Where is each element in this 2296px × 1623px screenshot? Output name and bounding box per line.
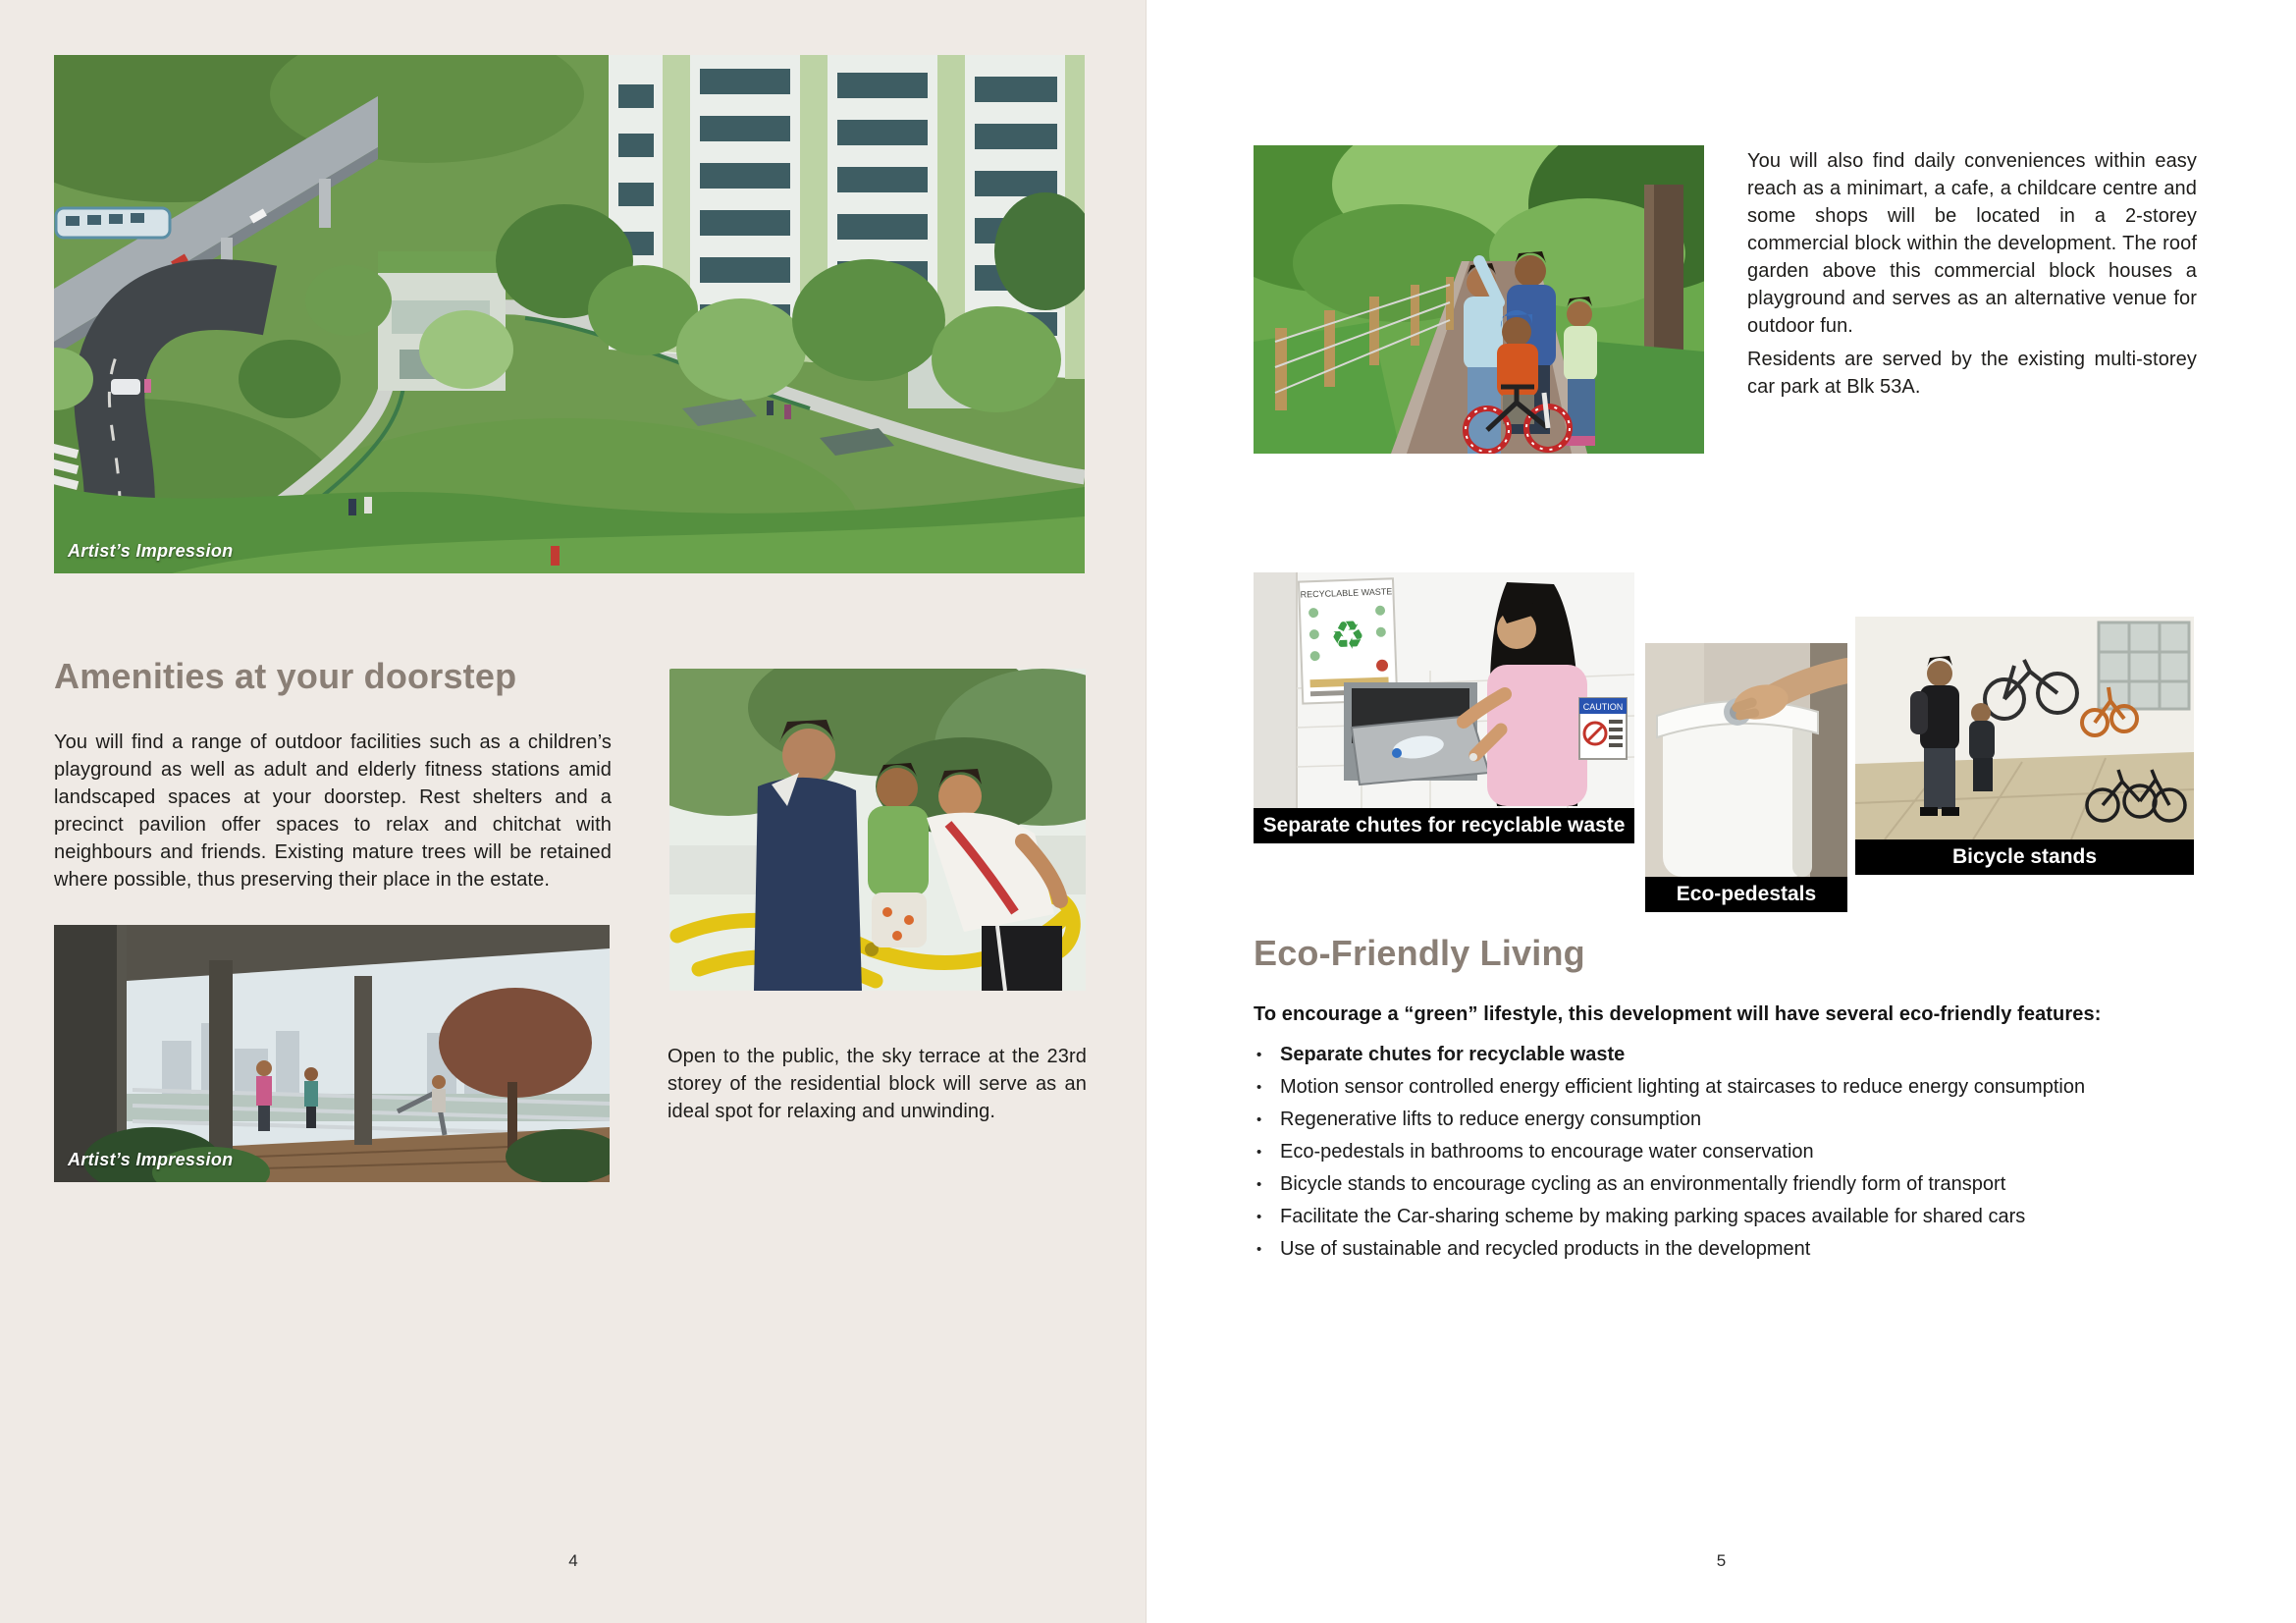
eco-pedestals-photo [1645,643,1847,912]
sky-terrace-illustration [54,925,610,1182]
pedestals-caption-bar: Eco-pedestals [1645,877,1847,912]
hero-caption: Artist’s Impression [68,541,234,561]
eco-bullet-item: • Motion sensor controlled energy efficient lighting at staircases to reduce energy consumption [1254,1071,2235,1104]
bicycle-stands-photo [1855,617,2194,875]
hero-aerial-artists-impression-photo [54,55,1085,573]
caution-sign [1579,698,1627,759]
page-left [0,0,1147,1623]
cistern [1657,698,1818,877]
page-seam-divider [1146,0,1147,1623]
eco-bullet-item: • Regenerative lifts to reduce energy consumption [1254,1104,2235,1136]
mrt-train [56,208,170,238]
crosswalk [54,444,79,490]
family-park-illustration [1254,145,1704,454]
playground-illustration [669,669,1086,991]
page-number-left: 4 [568,1551,578,1570]
family-park-photo [1254,145,1704,454]
hero-aerial-illustration [54,55,1085,573]
amenities-paragraph: You will find a range of outdoor facilities such as a children’s playground as well as adult and elderly fitness stations amid landscaped spaces at your doorstep. Rest shelters and a precinct pavilion offer spaces to relax and chitchat with neighbours and friends. Existing mature trees will be retained where possible, thus preserving their place in the estate. [54,731,612,891]
bicycle-stands-illustration [1855,617,2194,839]
eco-bullet-list [1254,1039,2235,1266]
bicycle-caption-bar: Bicycle stands [1855,839,2194,875]
recyclable-chutes-photo [1254,572,1634,843]
sky-terrace-artists-impression-photo [54,925,610,1182]
eco-friendly-heading: Eco-Friendly Living [1254,933,1585,973]
amenities-heading: Amenities at your doorstep [54,656,517,696]
pedestal-illustration [1645,643,1847,877]
poster-title-text: RECYCLABLE WASTE [1300,586,1393,600]
eco-bullet-item: • Facilitate the Car-sharing scheme by making parking spaces available for shared cars [1254,1201,2235,1233]
page-right [1147,0,2296,1623]
chute-hopper [1344,682,1489,784]
eco-bullet-item: • Separate chutes for recyclable waste [1254,1039,2235,1071]
eco-bullet-item: • Bicycle stands to encourage cycling as an environmentally friendly form of transport [1254,1168,2235,1201]
carpark-paragraph: Residents are served by the existing multi-storey car park at Blk 53A. [1747,349,2197,398]
eco-bullet-item: • Eco-pedestals in bathrooms to encourage water conservation [1254,1136,2235,1168]
conveniences-paragraph: You will also find daily conveniences within easy reach as a minimart, a cafe, a childcare centre and some shops will be located in a 2-storey commercial block within the development. The roof garden above this commercial block houses a playground and serves as an alternative venue for outdoor fun. [1747,150,2197,337]
eco-bullet-item: • Use of sustainable and recycled products in the development [1254,1233,2235,1266]
recycle-symbol: ♻ [1329,614,1366,659]
playground-family-photo [669,669,1086,991]
chutes-caption-bar: Separate chutes for recyclable waste [1254,808,1634,843]
terrace-caption: Artist’s Impression [68,1150,234,1169]
page-number-right: 5 [1716,1551,1727,1570]
caution-sign-text: CAUTION [1582,702,1624,712]
window-grid [2099,622,2189,709]
sky-terrace-paragraph: Open to the public, the sky terrace at the 23rd storey of the residential block will serve as an ideal spot for relaxing and unwinding. [667,1046,1087,1122]
chutes-illustration [1254,572,1634,808]
eco-intro-line: To encourage a “green” lifestyle, this development will have several eco-friendly features: [1254,1003,2102,1025]
